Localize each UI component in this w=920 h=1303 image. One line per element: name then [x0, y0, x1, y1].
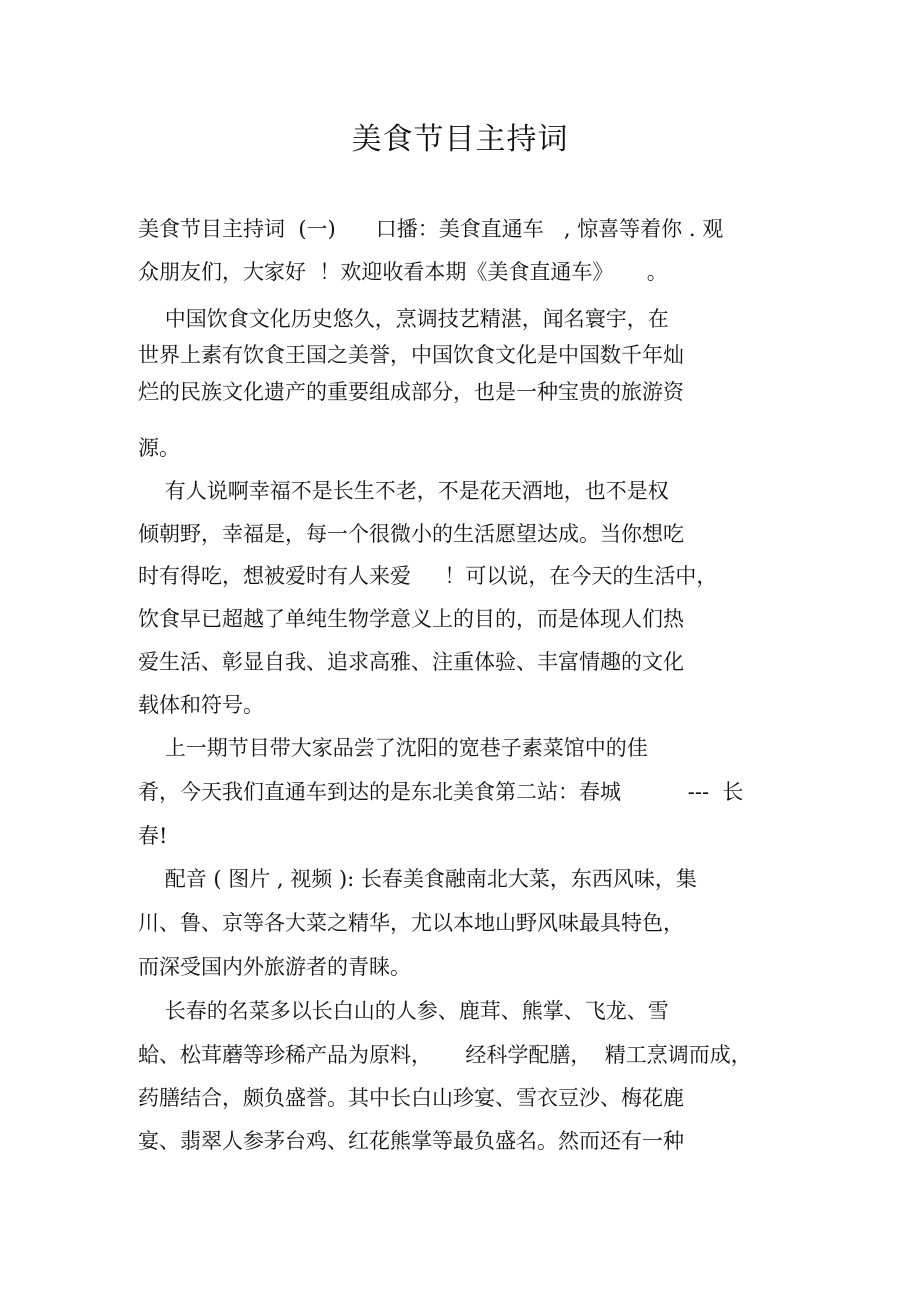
text-line: 川、鲁、京等各大菜之精华，尤以本地山野风味最具特色， [138, 911, 684, 935]
text-line: 肴，今天我们直通车到达的是东北美食第二站：春城 --- 长 [138, 780, 744, 804]
text-line: 源。 [138, 436, 180, 460]
text-line: 时有得吃，想被爱时有人来爱 ！可以说，在今天的生活中， [138, 564, 718, 588]
text-line: 有人说啊幸福不是长生不老，不是花天酒地，也不是权 [138, 479, 669, 503]
text-line: 上一期节目带大家品尝了沈阳的宽巷子素菜馆中的佳 [138, 736, 648, 760]
text-line: 宴、翡翠人参茅台鸡、红花熊掌等最负盛名。然而还有一种 [138, 1129, 684, 1153]
text-line: 蛤、松茸蘑等珍稀产品为原料， 经科学配膳， 精工烹调而成， [138, 1043, 752, 1067]
text-line: 配音 ( 图片 , 视频 ): 长春美食融南北大菜，东西风味，集 [138, 867, 697, 891]
text-line: 春! [138, 824, 168, 848]
document-title: 美食节目主持词 [351, 122, 569, 157]
text-line: 烂的民族文化遗产的重要组成部分，也是一种宝贵的旅游资 [138, 380, 684, 404]
text-line: 众朋友们，大家好 ！欢迎收看本期《美食直通车》 。 [138, 260, 668, 284]
text-line: 爱生活、彰显自我、追求高雅、注重体验、丰富情趣的文化 [138, 650, 684, 674]
text-line: 美食节目主持词 (一) 口播：美食直通车 , 惊喜等着你 . 观 [138, 217, 724, 241]
text-line: 中国饮食文化历史悠久，烹调技艺精湛，闻名寰宇，在 [138, 307, 669, 331]
text-line: 世界上素有饮食王国之美誉，中国饮食文化是中国数千年灿 [138, 343, 684, 367]
text-line: 药膳结合，颇负盛誉。其中长白山珍宴、雪衣豆沙、梅花鹿 [138, 1086, 684, 1110]
text-line: 长春的名菜多以长白山的人参、鹿茸、熊掌、飞龙、雪 [138, 999, 669, 1023]
text-line: 载体和符号。 [138, 693, 264, 717]
text-line: 倾朝野，幸福是，每一个很微小的生活愿望达成。当你想吃 [138, 522, 684, 546]
text-line: 而深受国内外旅游者的青睐。 [138, 955, 411, 979]
text-line: 饮食早已超越了单纯生物学意义上的目的，而是体现人们热 [138, 607, 684, 631]
